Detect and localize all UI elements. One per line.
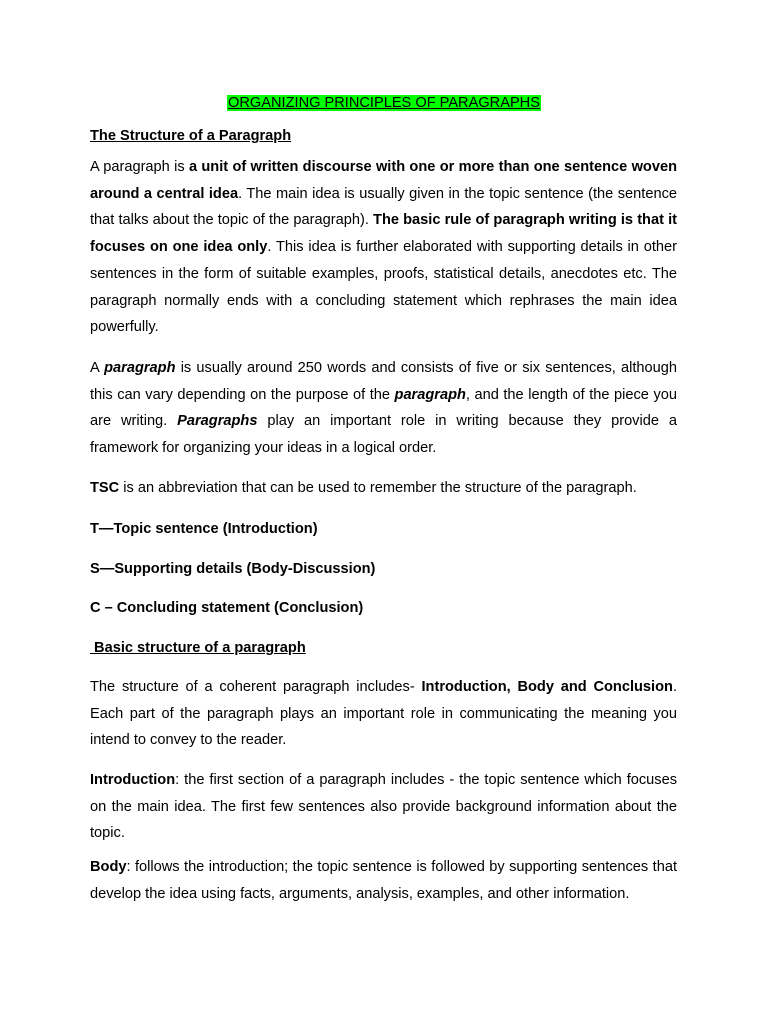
- document-title: [0, 94, 768, 112]
- paragraph-body: Body: follows the introduction; the topic sentence is followed by supporting sentences that develop the idea using facts, arguments, analysis, examples, and other information.: [90, 859, 677, 902]
- paragraph-length: A paragraph is usually around 250 words and consists of five or six sentences, although this can vary depending on the purpose of the paragraph, and the length of the piece you are writing. Paragraphs play an important role in writing because they provide a framework for organizing your ideas in a logical order.: [90, 360, 678, 457]
- paragraph-tsc: TSC is an abbreviation that can be used to remember the structure of the paragraph.: [90, 480, 637, 496]
- paragraph-coherent-structure: The structure of a coherent paragraph includes- Introduction, Body and Conclusion. Each part of the paragraph plays an important role in communicating the meaning you intend to convey to the reader.: [90, 679, 677, 749]
- tsc-concluding-statement: C – Concluding statement (Conclusion): [90, 600, 364, 616]
- paragraph-definition: A paragraph is a unit of written discourse with one or more than one sentence woven around a central idea. The main idea is usually given in the topic sentence (the sentence that talks about the topic of the paragraph). The basic rule of paragraph writing is that it focuses on one idea only. This idea is further elaborated with supporting details in other sentences in the form of suitable examples, proofs, statistical details, anecdotes etc. The paragraph normally ends with a concluding statement which rephrases the main idea powerfully.: [90, 159, 677, 336]
- section-heading-structure: The Structure of a Paragraph: [90, 128, 292, 144]
- tsc-supporting-details: S—Supporting details (Body-Discussion): [90, 561, 376, 577]
- section-heading-basic-structure: Basic structure of a paragraph: [90, 640, 306, 656]
- paragraph-introduction: Introduction: the first section of a paragraph includes - the topic sentence which focuses on the main idea. The first few sentences also provide background information about the topic.: [90, 772, 677, 842]
- title-text: ORGANIZING PRINCIPLES OF PARAGRAPHS: [228, 95, 540, 111]
- tsc-topic-sentence: T—Topic sentence (Introduction): [90, 521, 318, 537]
